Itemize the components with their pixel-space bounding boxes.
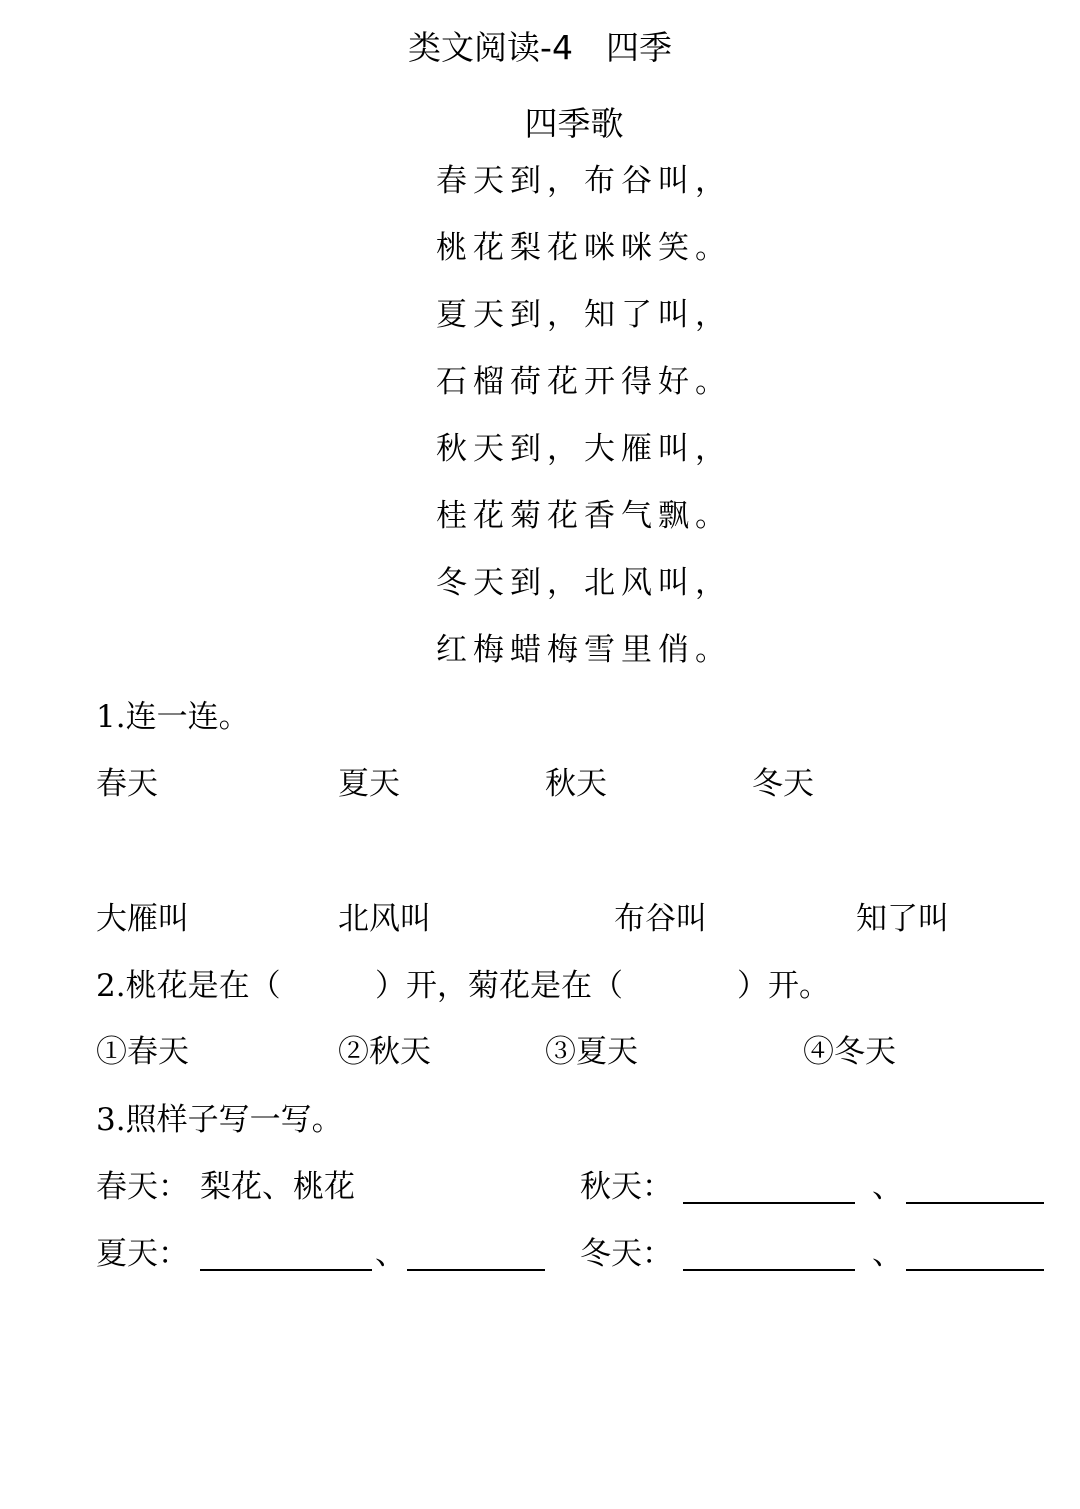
sound-item-cuckoo[interactable]: 布谷叫 [614,901,707,937]
answer-blank-chrysanthemum[interactable] [648,960,732,1008]
sound-item-wild-goose[interactable]: 大雁叫 [96,901,189,937]
poem-line: 桃花梨花咪咪笑。 [436,230,732,266]
separator: 、 [375,1236,406,1272]
option-autumn[interactable]: ②秋天 [338,1034,431,1070]
poem-line: 石榴荷花开得好。 [436,364,732,400]
summer-blank-2[interactable] [407,1269,545,1271]
winter-blank-2[interactable] [906,1269,1044,1271]
option-winter[interactable]: ④冬天 [803,1034,896,1070]
summer-label: 夏天： [96,1236,189,1272]
winter-label: 冬天： [580,1236,673,1272]
answer-blank-peach[interactable] [306,960,370,1008]
sound-item-north-wind[interactable]: 北风叫 [338,901,431,937]
summer-blank-1[interactable] [200,1269,372,1271]
separator: 、 [872,1236,903,1272]
question-3-label: 3.照样子写一写。 [96,1102,343,1138]
separator: 、 [872,1169,903,1205]
poem-line: 桂花菊花香气飘。 [436,498,732,534]
autumn-label: 秋天： [580,1169,673,1205]
question-2-part1: 2.桃花是在（ [96,968,281,1004]
poem-line: 夏天到，知了叫， [436,297,732,333]
question-2-part2: ）开，菊花是在（ [375,968,623,1004]
season-item-winter[interactable]: 冬天 [752,766,814,802]
season-item-autumn[interactable]: 秋天 [545,766,607,802]
option-spring[interactable]: ①春天 [96,1034,189,1070]
season-item-spring[interactable]: 春天 [96,766,158,802]
poem-line: 冬天到，北风叫， [436,565,732,601]
question-2-part3: ）开。 [737,968,830,1004]
poem-line: 秋天到，大雁叫， [436,431,732,467]
poem-body [436,160,756,696]
page-title: 类文阅读-4 四季 [408,28,672,67]
season-item-summer[interactable]: 夏天 [338,766,400,802]
winter-blank-1[interactable] [683,1269,855,1271]
question-1-label: 1.连一连。 [96,699,250,735]
poem-line: 红梅蜡梅雪里俏。 [436,632,732,668]
autumn-blank-2[interactable] [906,1202,1044,1204]
example-label: 春天： [96,1169,189,1205]
poem-line: 春天到，布谷叫， [436,163,732,199]
autumn-blank-1[interactable] [683,1202,855,1204]
option-summer[interactable]: ③夏天 [545,1034,638,1070]
sound-item-cicada[interactable]: 知了叫 [856,901,949,937]
example-answer: 梨花、桃花 [200,1169,355,1205]
poem-title: 四季歌 [524,104,624,143]
